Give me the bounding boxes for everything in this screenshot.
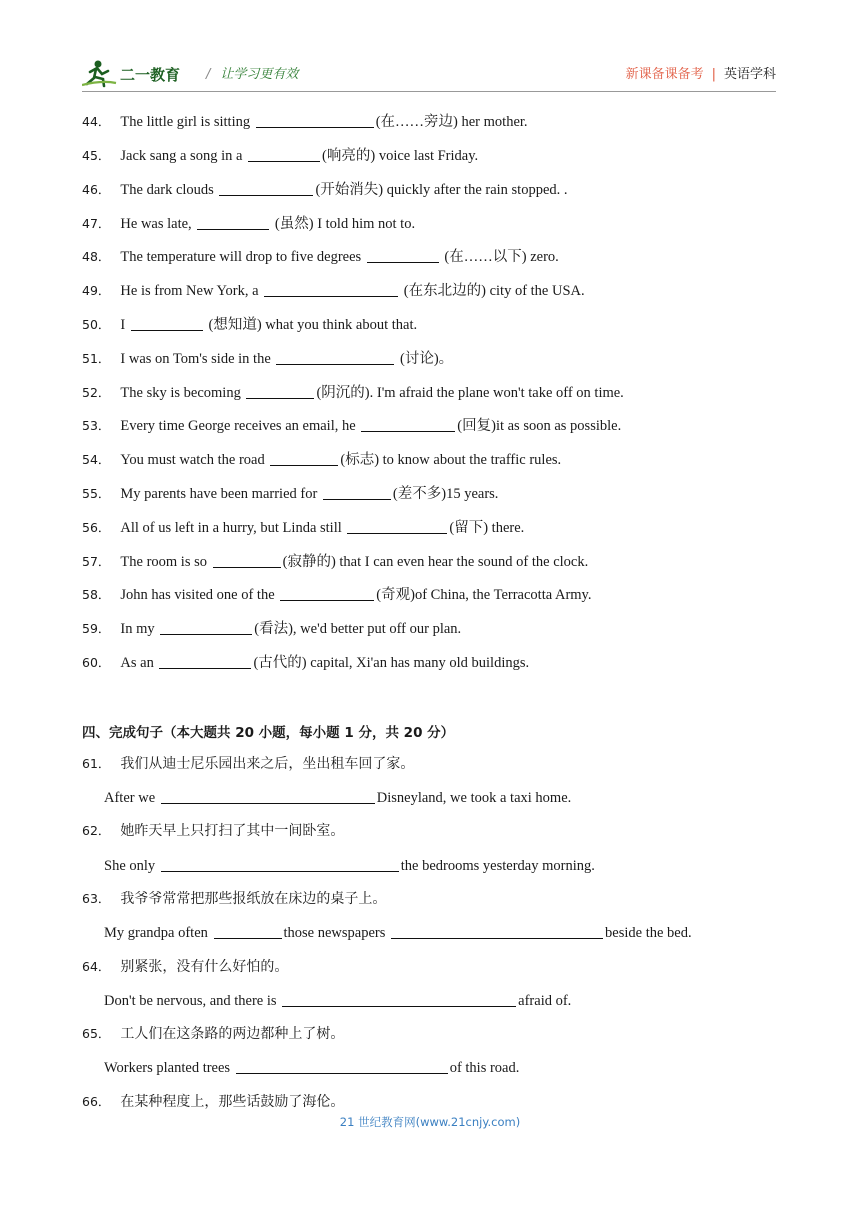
question-text: I bbox=[120, 317, 126, 333]
chinese-sentence: 我们从迪士尼乐园出来之后，坐出租车回了家。 bbox=[120, 756, 415, 772]
translation-61-english bbox=[104, 789, 571, 807]
translation-63-english bbox=[104, 924, 692, 942]
question-number: 62． bbox=[82, 823, 111, 838]
question-text: (在……以下) zero. bbox=[444, 249, 559, 265]
question-text: Every time George receives an email, he bbox=[120, 418, 356, 434]
question-text: (看法), we'd better put off our plan. bbox=[254, 621, 462, 637]
question-55 bbox=[82, 485, 498, 503]
answer-blank[interactable] bbox=[367, 248, 439, 263]
question-47 bbox=[82, 215, 415, 233]
question-text: All of us left in a hurry, but Linda still bbox=[120, 520, 342, 536]
question-48 bbox=[82, 248, 559, 266]
logo-runner-icon bbox=[82, 58, 192, 88]
question-text: John has visited one of the bbox=[120, 587, 275, 603]
question-number: 66． bbox=[82, 1094, 111, 1109]
chinese-sentence: 她昨天早上只打扫了其中一间卧室。 bbox=[120, 823, 345, 839]
question-text: In my bbox=[120, 621, 155, 637]
sentence-part: Workers planted trees bbox=[104, 1060, 231, 1076]
answer-blank[interactable] bbox=[236, 1059, 448, 1074]
question-text: The room is so bbox=[120, 554, 207, 570]
answer-blank[interactable] bbox=[159, 654, 251, 669]
question-49 bbox=[82, 282, 585, 300]
question-text: The little girl is sitting bbox=[120, 114, 251, 130]
answer-blank[interactable] bbox=[256, 113, 374, 128]
translation-65-chinese bbox=[82, 1025, 344, 1043]
question-number: 54． bbox=[82, 452, 111, 467]
question-text: (阴沉的). I'm afraid the plane won't take off on time. bbox=[316, 385, 624, 401]
question-number: 63． bbox=[82, 891, 111, 906]
answer-blank[interactable] bbox=[161, 857, 399, 872]
question-number: 55． bbox=[82, 486, 111, 501]
question-number: 56． bbox=[82, 520, 111, 535]
chinese-sentence: 我爷爷常常把那些报纸放在床边的桌子上。 bbox=[120, 891, 387, 907]
translation-61-chinese bbox=[82, 755, 414, 773]
answer-blank[interactable] bbox=[264, 282, 398, 297]
slogan-text: 让学习更有效 bbox=[220, 67, 299, 82]
question-46 bbox=[82, 181, 568, 199]
question-text: The sky is becoming bbox=[120, 385, 241, 401]
sentence-part: Disneyland, we took a taxi home. bbox=[376, 790, 572, 806]
question-number: 65． bbox=[82, 1026, 111, 1041]
question-text: As an bbox=[120, 655, 154, 671]
question-number: 61． bbox=[82, 756, 111, 771]
answer-blank[interactable] bbox=[214, 924, 282, 939]
question-text: Jack sang a song in a bbox=[120, 148, 243, 164]
question-text: The dark clouds bbox=[120, 182, 214, 198]
sentence-part: the bedrooms yesterday morning. bbox=[400, 858, 595, 874]
question-59 bbox=[82, 620, 461, 638]
answer-blank[interactable] bbox=[219, 181, 313, 196]
question-number: 50． bbox=[82, 317, 111, 332]
question-50 bbox=[82, 316, 417, 334]
question-text: The temperature will drop to five degrees bbox=[120, 249, 362, 265]
question-number: 64． bbox=[82, 959, 111, 974]
sentence-part: My grandpa often bbox=[104, 925, 208, 941]
sentence-part: She only bbox=[104, 858, 156, 874]
question-text: (在东北边的) city of the USA. bbox=[403, 283, 585, 299]
question-57 bbox=[82, 553, 588, 571]
question-51 bbox=[82, 350, 453, 368]
answer-blank[interactable] bbox=[248, 147, 320, 162]
answer-blank[interactable] bbox=[131, 316, 203, 331]
header-right bbox=[626, 63, 776, 82]
question-number: 47． bbox=[82, 216, 111, 231]
answer-blank[interactable] bbox=[246, 384, 314, 399]
question-text: (开始消失) quickly after the rain stopped. . bbox=[315, 182, 568, 198]
question-number: 48． bbox=[82, 249, 111, 264]
question-44 bbox=[82, 113, 528, 131]
question-text: (讨论)。 bbox=[400, 351, 454, 367]
question-number: 45． bbox=[82, 148, 111, 163]
translation-65-english bbox=[104, 1059, 519, 1077]
answer-blank[interactable] bbox=[276, 350, 394, 365]
question-text: (响亮的) voice last Friday. bbox=[322, 148, 479, 164]
section-title: 四、完成句子（本大题共 20 小题，每小题 1 分，共 20 分） bbox=[82, 725, 455, 741]
question-45 bbox=[82, 147, 478, 165]
question-text: (差不多)15 years. bbox=[392, 486, 499, 502]
answer-blank[interactable] bbox=[361, 417, 455, 432]
question-number: 51． bbox=[82, 351, 111, 366]
question-text: (古代的) capital, Xi'an has many old buildings. bbox=[253, 655, 530, 671]
answer-blank[interactable] bbox=[161, 789, 375, 804]
answer-blank[interactable] bbox=[323, 485, 391, 500]
translation-63-chinese bbox=[82, 890, 386, 908]
sentence-part: those newspapers bbox=[283, 925, 386, 941]
header-separator: | bbox=[711, 67, 716, 82]
question-text: He is from New York, a bbox=[120, 283, 259, 299]
translation-66-chinese bbox=[82, 1093, 344, 1111]
question-text: He was late, bbox=[120, 216, 192, 232]
sentence-part: of this road. bbox=[449, 1060, 520, 1076]
question-text: You must watch the road bbox=[120, 452, 265, 468]
answer-blank[interactable] bbox=[280, 586, 374, 601]
chinese-sentence: 在某种程度上，那些话鼓励了海伦。 bbox=[120, 1094, 345, 1110]
answer-blank[interactable] bbox=[347, 519, 447, 534]
question-number: 60． bbox=[82, 655, 111, 670]
question-number: 58． bbox=[82, 587, 111, 602]
chinese-sentence: 别紧张，没有什么好怕的。 bbox=[120, 959, 289, 975]
question-text: My parents have been married for bbox=[120, 486, 318, 502]
question-52 bbox=[82, 384, 624, 402]
question-number: 46． bbox=[82, 182, 111, 197]
answer-blank[interactable] bbox=[391, 924, 603, 939]
subject-label: 英语学科 bbox=[723, 67, 776, 82]
sentence-part: afraid of. bbox=[518, 993, 572, 1009]
question-text: (回复)it as soon as possible. bbox=[457, 418, 622, 434]
answer-blank[interactable] bbox=[197, 215, 269, 230]
page-header bbox=[82, 58, 776, 90]
question-text: (留下) there. bbox=[449, 520, 525, 536]
answer-blank[interactable] bbox=[160, 620, 252, 635]
question-text: (在……旁边) her mother. bbox=[375, 114, 528, 130]
answer-blank[interactable] bbox=[213, 553, 281, 568]
question-text: I was on Tom's side in the bbox=[120, 351, 271, 367]
logo-text: 二一教育 bbox=[120, 66, 181, 84]
question-number: 57． bbox=[82, 554, 111, 569]
question-54 bbox=[82, 451, 561, 469]
answer-blank[interactable] bbox=[270, 451, 338, 466]
answer-blank[interactable] bbox=[282, 992, 516, 1007]
chinese-sentence: 工人们在这条路的两边都种上了树。 bbox=[120, 1026, 345, 1042]
question-number: 44． bbox=[82, 114, 111, 129]
question-text: (寂静的) that I can even hear the sound of the clock. bbox=[282, 554, 589, 570]
question-53 bbox=[82, 417, 621, 435]
question-number: 53． bbox=[82, 418, 111, 433]
question-60 bbox=[82, 654, 529, 672]
slogan bbox=[206, 63, 298, 82]
translation-62-english bbox=[104, 857, 595, 875]
question-58 bbox=[82, 586, 592, 604]
question-number: 52． bbox=[82, 385, 111, 400]
question-56 bbox=[82, 519, 524, 537]
question-text: (想知道) what you think about that. bbox=[208, 317, 418, 333]
page-footer: 21 世纪教育网(www.21cnjy.com) bbox=[339, 1115, 521, 1129]
question-text: (虽然) I told him not to. bbox=[274, 216, 416, 232]
question-text: (标志) to know about the traffic rules. bbox=[340, 452, 562, 468]
slogan-slash: / bbox=[206, 67, 211, 82]
translation-64-chinese bbox=[82, 958, 288, 976]
translation-64-english bbox=[104, 992, 571, 1010]
question-number: 59． bbox=[82, 621, 111, 636]
question-text: (奇观)of China, the Terracotta Army. bbox=[376, 587, 592, 603]
translation-62-chinese bbox=[82, 822, 344, 840]
question-number: 49． bbox=[82, 283, 111, 298]
sentence-part: After we bbox=[104, 790, 156, 806]
course-label: 新课备课备考 bbox=[625, 67, 704, 82]
header-rule bbox=[82, 91, 776, 92]
sentence-part: beside the bed. bbox=[605, 925, 692, 941]
sentence-part: Don't be nervous, and there is bbox=[104, 993, 277, 1009]
